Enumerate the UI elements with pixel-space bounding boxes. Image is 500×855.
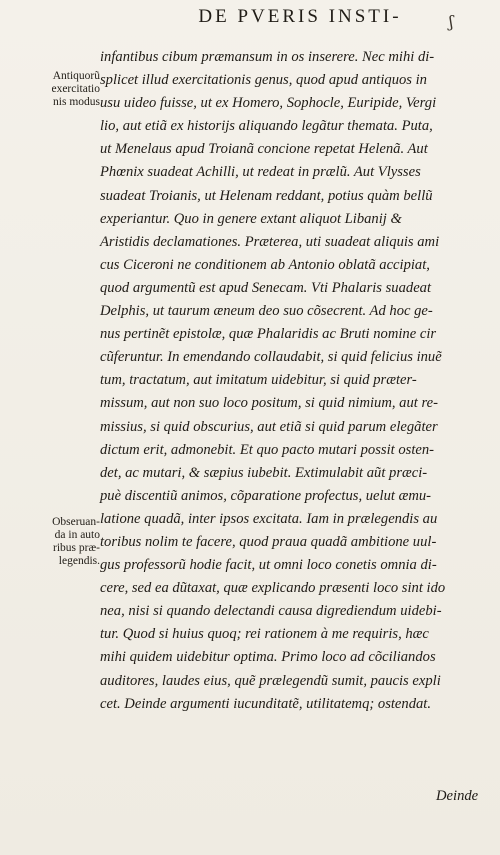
text-line: tum, tractatum, aut imitatum uidebitur, si quid præter-: [100, 372, 417, 389]
signature-mark: ʃ: [449, 12, 454, 31]
text-line: Aristidis declamationes. Præterea, uti suadeat aliquis ami: [100, 233, 440, 250]
gloss-line: exercitatio: [51, 83, 100, 95]
gloss-line: Obseruan-: [52, 516, 100, 528]
text-line: auditores, laudes eius, quẽ prælegendũ sumit, paucis expli: [100, 672, 441, 689]
text-line: Delphis, ut taurum æneum deo suo cõsecrent. Ad hoc ge-: [100, 303, 433, 320]
gloss-line: ribus præ-: [53, 542, 100, 554]
text-line: missius, si quid obscurius, aut etiã si quid parum elegãter: [100, 418, 438, 435]
gloss-line: Antiquorũ: [52, 70, 100, 82]
text-line: cus Ciceroni ne conditionem ab Antonio oblatã accipiat,: [100, 256, 430, 273]
text-line: puè discentiũ animos, cõparatione profectus, uelut æmu-: [100, 487, 432, 504]
text-line: dictum erit, admonebit. Et quo pacto mutari possit osten-: [100, 441, 435, 458]
text-line: cũferuntur. In emendando collaudabit, si quid felicius inuẽ: [100, 349, 442, 366]
text-line: mihi quidem uidebitur optima. Primo loco ad cõciliandos: [100, 649, 436, 666]
gloss-line: legendis.: [58, 555, 100, 567]
gloss-line: da in auto: [54, 529, 100, 541]
text-line: lio, aut etiã ex historijs aliquando legãtur themata. Puta,: [100, 118, 433, 135]
running-title: DE PVERIS INSTI-: [198, 6, 402, 27]
margin-gloss-ancient-exercises: [28, 70, 100, 109]
text-line: tur. Quod si huius quoq; rei rationem à me requiris, hæc: [100, 626, 429, 643]
catchword: Deinde: [436, 788, 479, 804]
main-text-block: [100, 46, 492, 716]
text-line: quod argumentũ est apud Senecam. Vti Phalaris suadeat: [100, 279, 432, 296]
text-line: experiantur. Quo in genere extant aliquot Libanij &: [100, 210, 402, 227]
text-line: Phœnix suadeat Achilli, ut redeat in prælũ. Aut Vlysses: [100, 164, 421, 181]
text-line: gus professorũ hodie facit, ut omni loco conetis omnia di-: [100, 557, 437, 574]
margin-gloss-authors: [28, 516, 100, 568]
gloss-line: nis modus: [53, 96, 100, 108]
text-line: cet. Deinde argumenti iucunditatẽ, utilitatemq; ostendat.: [100, 695, 431, 712]
text-line: suadeat Troianis, ut Helenam reddant, potius quàm bellũ: [100, 187, 433, 204]
text-line: det, ac mutari, & sæpius iubebit. Extimulabit aũt præci-: [100, 464, 428, 481]
text-line: nea, nisi si quando delectandi causa digrediendum uidebi-: [100, 603, 442, 620]
text-line: toribus nolim te facere, quod praua quadã ambitione uul-: [100, 533, 437, 550]
text-line: nus pertinẽt epistolæ, quæ Phalaridis ac Bruti nomine cir: [100, 326, 437, 343]
text-line: missum, aut non suo loco positum, si quid nimium, aut re-: [100, 395, 438, 412]
text-line: splicet illud exercitationis genus, quod apud antiquos in: [100, 72, 427, 89]
text-line: cere, sed ea dũtaxat, quæ explicando præsenti loco sint ido: [100, 580, 446, 597]
text-line: usu uideo fuisse, ut ex Homero, Sophocle, Euripide, Vergi: [100, 95, 437, 112]
text-line: latione quadã, inter ipsos excitata. Iam in prælegendis au: [100, 510, 438, 527]
text-line: ut Menelaus apud Troianã concione repetat Helenã. Aut: [100, 141, 428, 158]
text-line: infantibus cibum præmansum in os inserere. Nec mihi di-: [100, 49, 435, 65]
